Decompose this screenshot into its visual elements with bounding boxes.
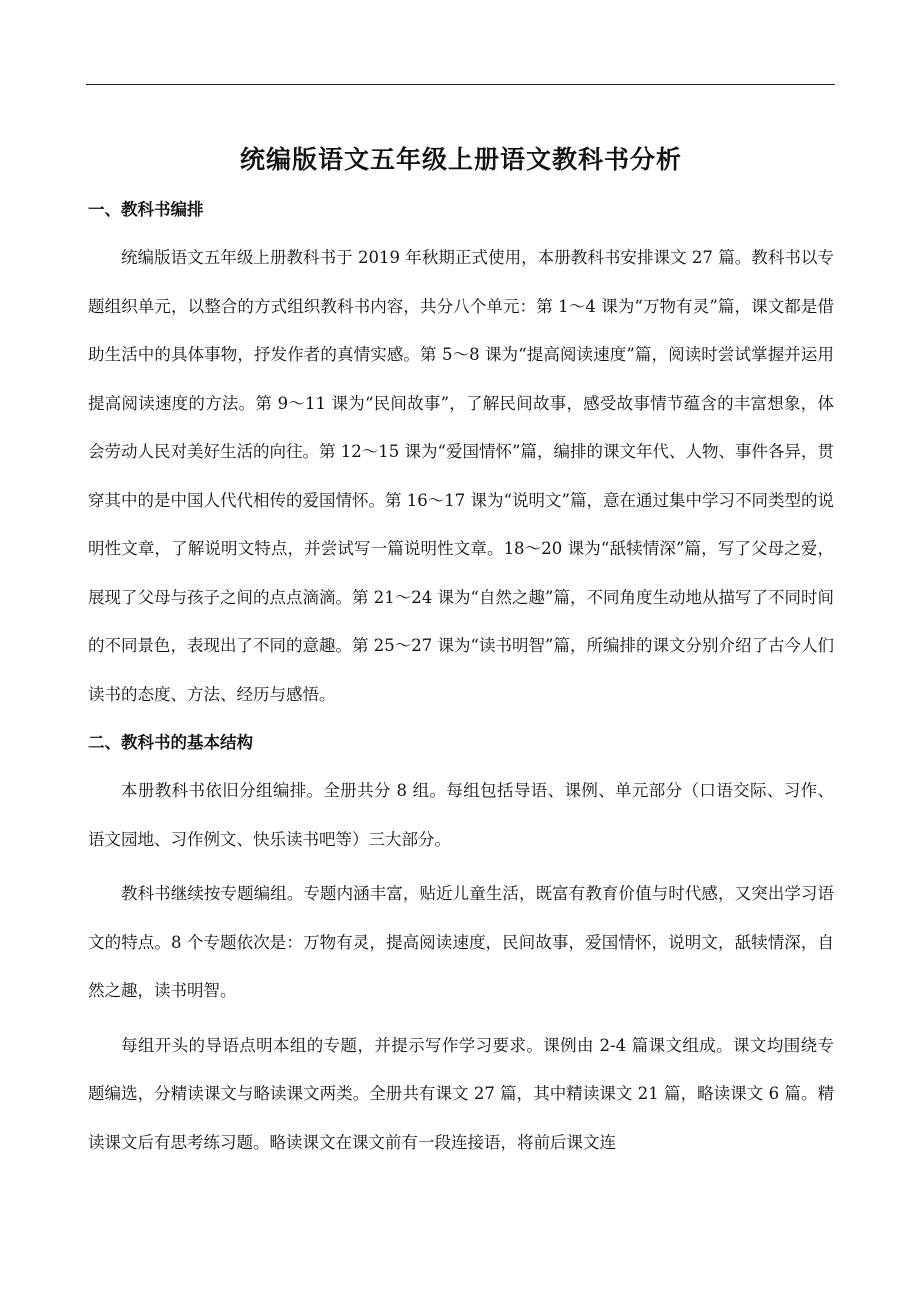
section-2-paragraph-3: 每组开头的导语点明本组的专题，并提示写作学习要求。课例由 2-4 篇课文组成。课文均围绕专题编选，分精读课文与略读课文两类。全册共有课文 27 篇，其中精读课文 21 篇，略读课文 6 篇。精读课文后有思考练习题。略读课文在课文前有一段连接语，将前后课文连 (88, 1035, 834, 1152)
document-title: 统编版语文五年级上册语文教科书分析 (239, 145, 682, 174)
section-heading-1: 一、教科书编排 (88, 200, 204, 219)
section-2-paragraph-1: 本册教科书依旧分组编排。全册共分 8 组。每组包括导语、课例、单元部分（口语交际、习作、语文园地、习作例文、快乐读书吧等）三大部分。 (88, 781, 834, 849)
header-rule (86, 84, 835, 85)
section-1-paragraph-1: 统编版语文五年级上册教科书于 2019 年秋期正式使用，本册教科书安排课文 27 篇。教科书以专题组织单元，以整合的方式组织教科书内容，共分八个单元：第 1～4 课为“万物有灵”篇，课文都是借助生活中的具体事物，抒发作者的真情实感。第 5～8 课为“提高阅读速度”篇，阅读时尝试掌握并运用提高阅读速度的方法。第 9～11 课为“民间故事”，了解民间故事，感受故事情节蕴含的丰富想象，体会劳动人民对美好生活的向往。第 12～15 课为“爱国情怀”篇，编排的课文年代、人物、事件各异，贯穿其中的是中国人代代相传的爱国情怀。第 16～17 课为“说明文”篇，意在通过集中学习不同类型的说明性文章，了解说明文特点，并尝试写一篇说明性文章。18～20 课为“舐犊情深”篇，写了父母之爱，展现了父母与孩子之间的点点滴滴。第 21～24 课为“自然之趣”篇，不同角度生动地从描写了不同时间的不同景色，表现出了不同的意趣。第 25～27 课为“读书明智”篇，所编排的课文分别介绍了古今人们读书的态度、方法、经历与感悟。 (88, 248, 834, 704)
document-body (88, 138, 834, 1167)
section-heading-2: 二、教科书的基本结构 (88, 733, 253, 752)
section-2-paragraph-2: 教科书继续按专题编组。专题内涵丰富，贴近儿童生活，既富有教育价值与时代感，又突出学习语文的特点。8 个专题依次是：万物有灵，提高阅读速度，民间故事，爱国情怀，说明文，舐犊情深，自然之趣，读书明智。 (88, 884, 834, 1000)
